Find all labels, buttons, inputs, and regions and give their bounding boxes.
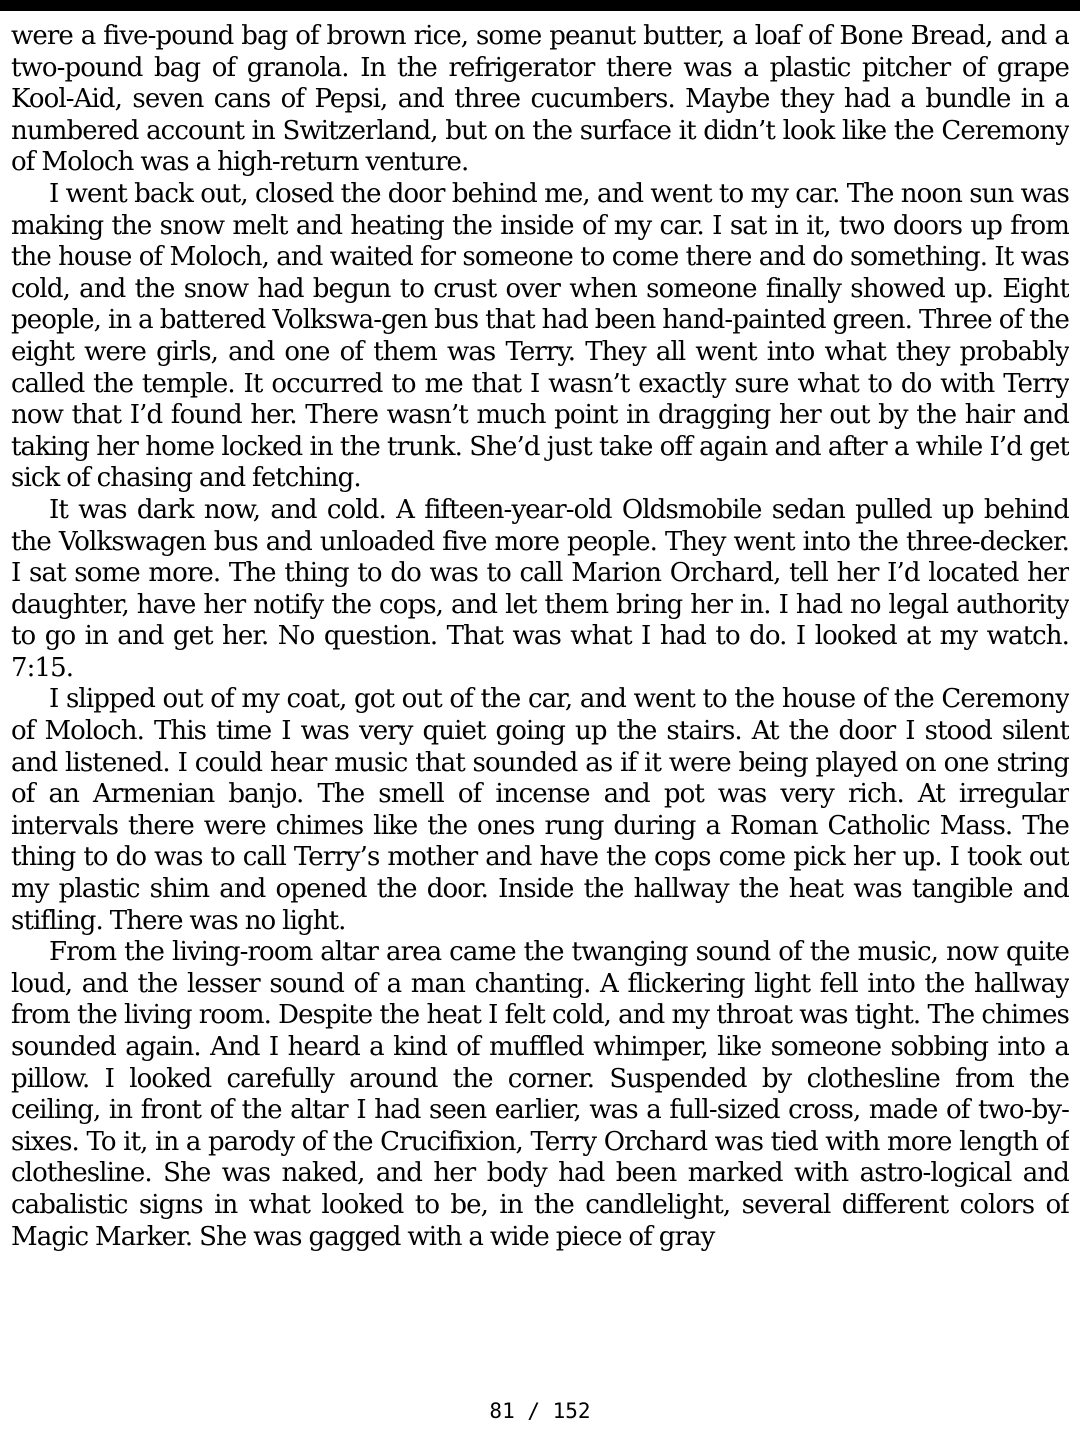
paragraph-1: were a five-pound bag of brown rice, some peanut butter, a loaf of Bone Bread, and a two-pound bag of granola. In the refrigerator there was a plastic pitcher of grape Kool-Aid, seven cans of Pepsi, and three cucumbers. Maybe they had a bundle in a numbered account in Switzerland, but on the surface it didn’t look like the Ceremony of Moloch was a high-return venture.: [11, 21, 1069, 178]
paragraph-5: From the living-room altar area came the twanging sound of the music, now quite loud, and the lesser sound of a man chanting. A flickering light fell into the hallway from the living room. Despite the heat I felt cold, and my throat was tight. The chimes sounded again. And I heard a kind of muffled whimper, like someone sobbing into a pillow. I looked carefully around the corner. Suspended by clothesline from the ceiling, in front of the altar I had seen earlier, was a full-sized cross, made of two-by-sixes. To it, in a parody of the Crucifixion, Terry Orchard was tied with more length of clothesline. She was naked, and her body had been marked with astro-logical and cabalistic signs in what looked to be, in the candlelight, several different colors of Magic Marker. She was gagged with a wide piece of gray: [11, 937, 1069, 1252]
top-status-bar: [0, 0, 1080, 11]
paragraph-3: It was dark now, and cold. A fifteen-year-old Oldsmobile sedan pulled up behind the Volkswagen bus and unloaded five more people. They went into the three-decker. I sat some more. The thing to do was to call Marion Orchard, tell her I’d located her daughter, have her notify the cops, and let them bring her in. I had no legal authority to go in and get her. No question. That was what I had to do. I looked at my watch. 7:15.: [11, 494, 1069, 683]
paragraph-4: I slipped out of my coat, got out of the car, and went to the house of the Ceremony of Moloch. This time I was very quiet going up the stairs. At the door I stood silent and listened. I could hear music that sounded as if it were being played on one string of an Armenian banjo. The smell of incense and pot was very rich. At irregular intervals there were chimes like the ones rung during a Roman Catholic Mass. The thing to do was to call Terry’s mother and have the cops come pick her up. I took out my plastic shim and opened the door. Inside the hallway the heat was tangible and stifling. There was no light.: [11, 684, 1069, 936]
paragraph-2: I went back out, closed the door behind me, and went to my car. The noon sun was making the snow melt and heating the inside of my car. I sat in it, two doors up from the house of Moloch, and waited for someone to come there and do something. It was cold, and the snow had begun to crust over when someone finally showed up. Eight people, in a battered Volkswa-gen bus that had been hand-painted green. Three of the eight were girls, and one of them was Terry. They all went into what they probably called the temple. It occurred to me that I wasn’t exactly sure what to do with Terry now that I’d found her. There wasn’t much point in dragging her out by the hair and taking her home locked in the trunk. She’d just take off again and after a while I’d get sick of chasing and fetching.: [11, 178, 1069, 494]
page-indicator: 81 / 152: [489, 1399, 591, 1423]
page-body[interactable]: [11, 21, 1069, 1395]
